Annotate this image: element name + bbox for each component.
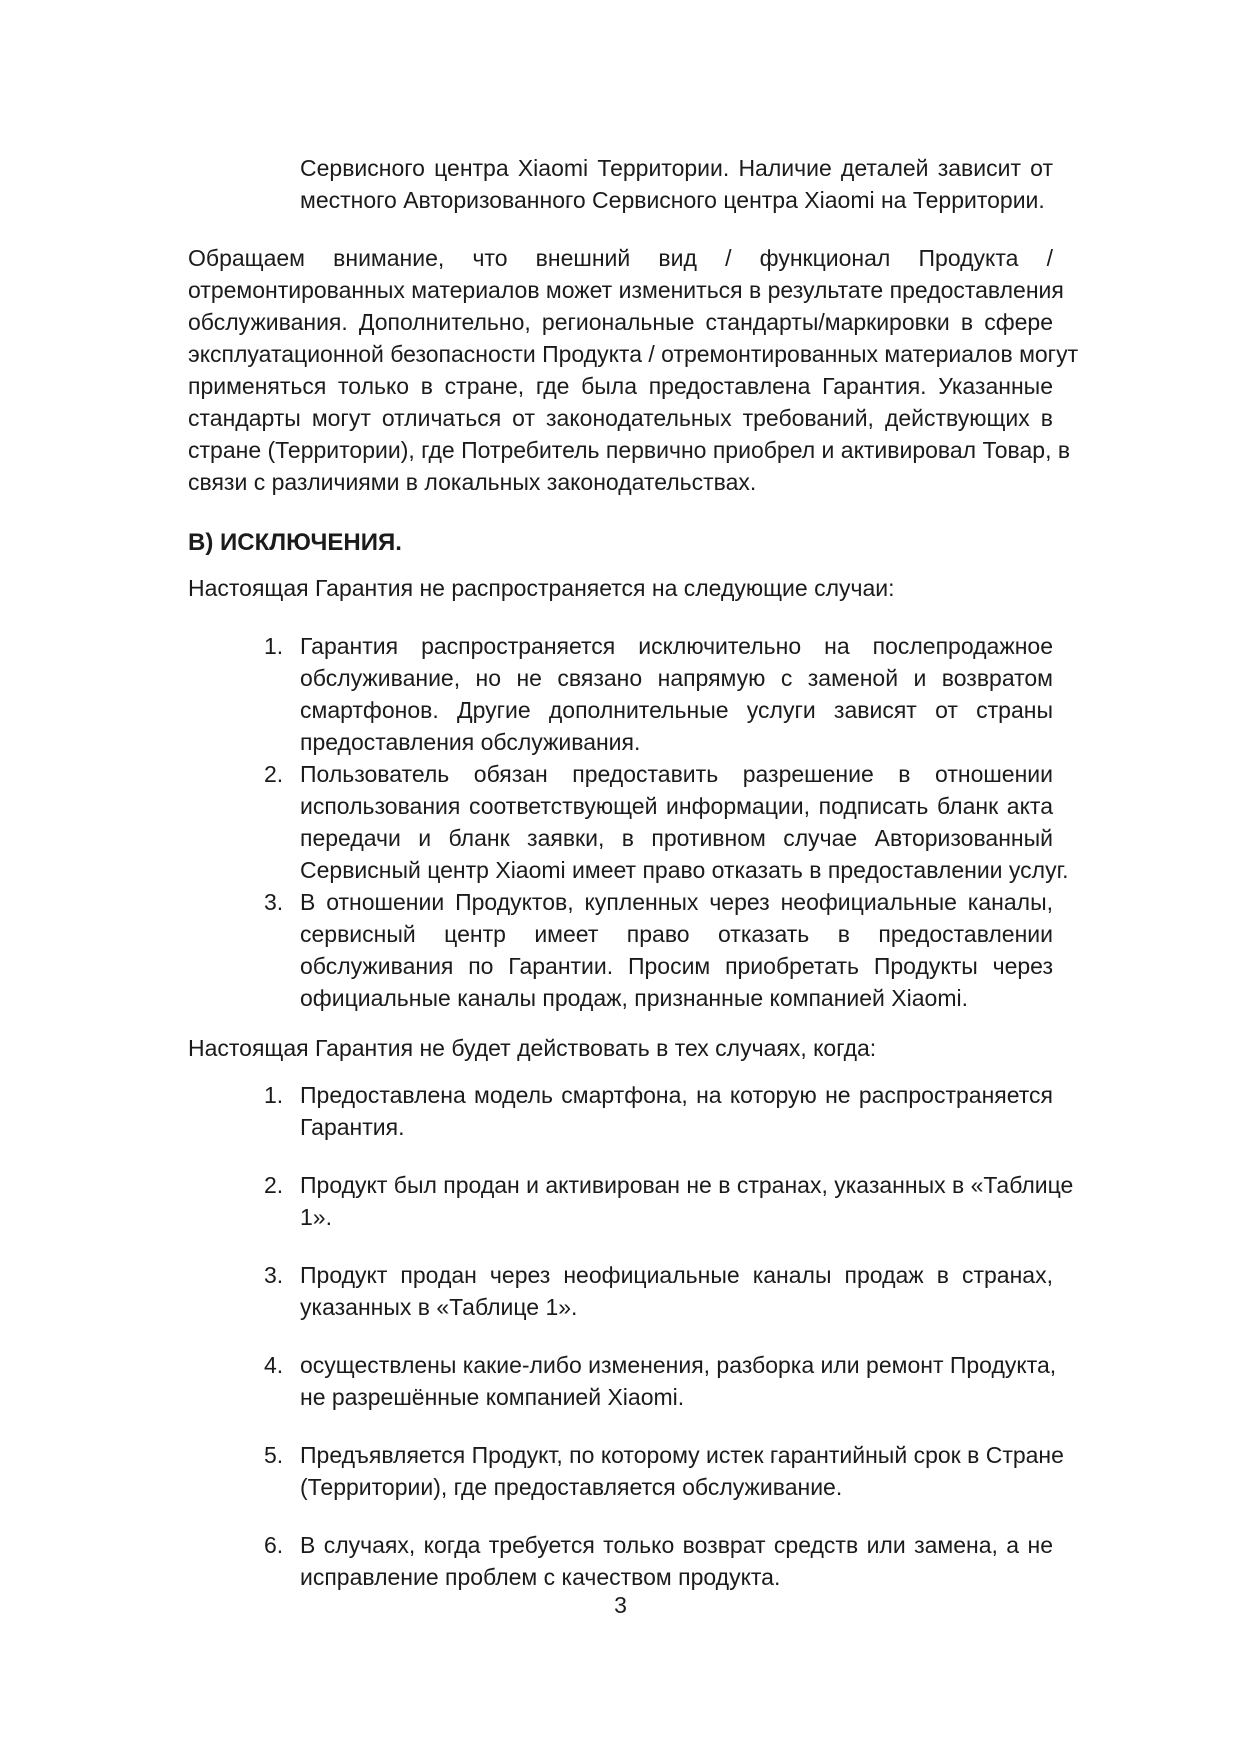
- text-line: эксплуатационной безопасности Продукта / отремонтированных материалов могут: [188, 341, 1079, 367]
- list-item: [188, 630, 1053, 758]
- text-line: В отношении Продуктов, купленных через неофициальные каналы,: [300, 889, 1053, 915]
- item-text: [300, 1529, 1053, 1593]
- list-item: [188, 1529, 1053, 1593]
- text-line: В случаях, когда требуется только возврат средств или замена, а не: [300, 1532, 1053, 1558]
- item-number: 5.: [264, 1442, 284, 1468]
- item-number: 3.: [264, 1262, 284, 1288]
- list-item: [188, 1439, 1064, 1503]
- item-text: [300, 1259, 1053, 1323]
- section-heading-exclusions: В) ИСКЛЮЧЕНИЯ.: [188, 529, 402, 556]
- text-line: стандарты могут отличаться от законодательных требований, действующих в: [188, 405, 1053, 431]
- exclusions-list: [188, 630, 1069, 1014]
- exclusions-intro: Настоящая Гарантия не распространяется на следующие случаи:: [188, 575, 895, 601]
- text-line: указанных в «Таблице 1».: [300, 1294, 578, 1320]
- list-item: [188, 1169, 1074, 1233]
- item-text: [300, 1079, 1053, 1143]
- text-line: применяться только в стране, где была предоставлена Гарантия. Указанные: [188, 373, 1053, 399]
- item-text: [300, 630, 1053, 758]
- list-item: [188, 1259, 1053, 1323]
- item-text: [300, 1169, 1074, 1233]
- item-number: 2.: [264, 761, 284, 787]
- text-line: отремонтированных материалов может измениться в результате предоставления: [188, 277, 1064, 303]
- item-text: [300, 758, 1069, 886]
- text-line: не разрешённые компанией Xiaomi.: [300, 1384, 685, 1410]
- text-line: Предоставлена модель смартфона, на которую не распространяется: [300, 1082, 1053, 1108]
- text-line: смартфонов. Другие дополнительные услуги зависят от страны: [300, 697, 1053, 723]
- item-number: 1.: [264, 633, 284, 659]
- warranty-void-list: [188, 1079, 1074, 1619]
- text-line: Продукт продан через неофициальные каналы продаж в странах,: [300, 1262, 1053, 1288]
- text-line: сервисный центр имеет право отказать в предоставлении: [300, 921, 1053, 947]
- warranty-void-intro: Настоящая Гарантия не будет действовать в тех случаях, когда:: [188, 1035, 877, 1061]
- item-text: [300, 1349, 1057, 1413]
- item-number: 6.: [264, 1532, 284, 1558]
- item-number: 2.: [264, 1172, 284, 1198]
- item-number: 3.: [264, 889, 284, 915]
- list-item: [188, 758, 1069, 886]
- text-line: Гарантия.: [300, 1114, 405, 1140]
- list-item: [188, 886, 1053, 1014]
- text-line: осуществлены какие-либо изменения, разборка или ремонт Продукта,: [300, 1352, 1057, 1378]
- notice-paragraph: [188, 242, 1079, 498]
- text-line: Предъявляется Продукт, по которому истек гарантийный срок в Стране: [300, 1442, 1064, 1468]
- item-number: 4.: [264, 1352, 284, 1378]
- text-line: стране (Территории), где Потребитель первично приобрел и активировал Товар, в: [188, 437, 1071, 463]
- text-line: 1».: [300, 1204, 332, 1230]
- page-number: 3: [614, 1592, 627, 1618]
- text-line: Сервисного центра Xiaomi Территории. Наличие деталей зависит от: [300, 155, 1053, 181]
- item-text: [300, 886, 1053, 1014]
- text-line: предоставления обслуживания.: [300, 729, 641, 755]
- text-line: обслуживание, но не связано напрямую с заменой и возвратом: [300, 665, 1053, 691]
- text-line: исправление проблем с качеством продукта.: [300, 1564, 781, 1590]
- text-line: передачи и бланк заявки, в противном случае Авторизованный: [300, 825, 1053, 851]
- item-text: [300, 1439, 1064, 1503]
- text-line: обслуживания. Дополнительно, региональные стандарты/маркировки в сфере: [188, 309, 1053, 335]
- text-line: Обращаем внимание, что внешний вид / функционал Продукта /: [188, 245, 1053, 271]
- text-line: официальные каналы продаж, признанные компанией Xiaomi.: [300, 985, 968, 1011]
- list-item: [188, 1349, 1057, 1413]
- list-item: [188, 1079, 1053, 1143]
- text-line: (Территории), где предоставляется обслуживание.: [300, 1474, 843, 1500]
- text-line: местного Авторизованного Сервисного центра Xiaomi на Территории.: [300, 187, 1045, 213]
- text-line: Пользователь обязан предоставить разрешение в отношении: [300, 761, 1053, 787]
- text-line: использования соответствующей информации, подписать бланк акта: [300, 793, 1053, 819]
- text-line: Сервисный центр Xiaomi имеет право отказать в предоставлении услуг.: [300, 857, 1069, 883]
- text-line: Продукт был продан и активирован не в странах, указанных в «Таблице: [300, 1172, 1074, 1198]
- continuation-paragraph: [300, 152, 1053, 216]
- text-line: Гарантия распространяется исключительно на послепродажное: [300, 633, 1053, 659]
- item-number: 1.: [264, 1082, 284, 1108]
- text-line: обслуживания по Гарантии. Просим приобретать Продукты через: [300, 953, 1053, 979]
- text-line: связи с различиями в локальных законодательствах.: [188, 469, 757, 495]
